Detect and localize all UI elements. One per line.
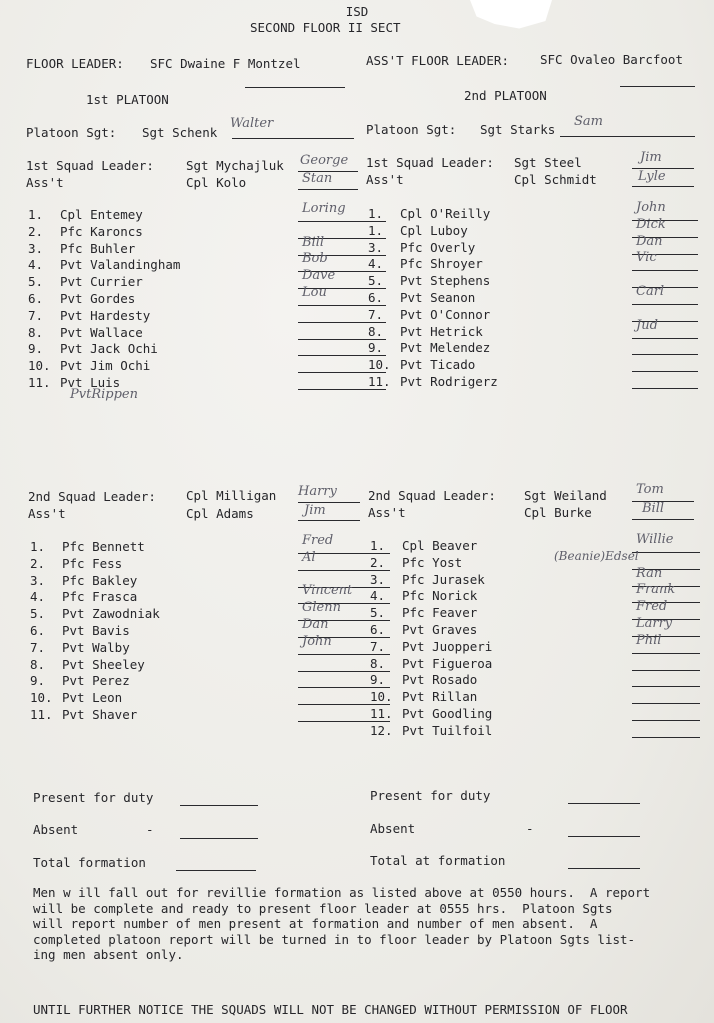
p1-s1-leader: Sgt Mychajluk <box>186 158 284 173</box>
asst-floor-leader-label: ASS'T FLOOR LEADER: <box>366 53 509 68</box>
p2-s2-asst-line <box>632 519 694 520</box>
roster-number: 10. <box>28 358 51 374</box>
roster-blank-line <box>632 552 700 553</box>
floor-leader-line <box>245 87 345 88</box>
roster-blank-line <box>632 371 698 372</box>
roster-name: Pvt Rodrigerz <box>400 373 498 389</box>
roster-number: 8. <box>368 323 384 339</box>
instructions-paragraph: Men w ill fall out for revillie formation as listed above at 0550 hours. A report will be complete and ready to present floor leader at 0555 hrs. Platoon Sgts will report number of men present at formation and number of men absent. A completed platoon report will be turned in to floor leader by Platoon Sgts list- ing men absent only. <box>33 885 651 963</box>
p1-absent-line <box>180 838 258 839</box>
p2-total-label: Total at formation <box>370 853 506 868</box>
roster-name: Pvt Shaver <box>62 706 138 722</box>
platoon2-sgt-label: Platoon Sgt: <box>366 122 457 137</box>
roster-number: 3. <box>368 239 384 255</box>
roster-handwriting: (Beanie)Edsel <box>554 548 639 563</box>
roster-blank-line <box>632 703 700 704</box>
roster-number: 1. <box>28 207 44 222</box>
roster-handwriting: Vincent <box>302 583 353 599</box>
roster-number: 10. <box>370 689 393 705</box>
roster-name: Pfc Yost <box>402 554 463 570</box>
roster-handwriting: Al <box>302 549 316 565</box>
roster-number: 5. <box>30 606 46 622</box>
roster-name: Pfc Fess <box>62 555 123 571</box>
roster-handwriting: Carl <box>636 283 665 299</box>
p1-s1-leader-label: 1st Squad Leader: <box>26 158 154 173</box>
p1-s1-asst-line <box>298 189 358 190</box>
p1-s1-asst-label: Ass't <box>26 175 64 190</box>
roster-number: 2. <box>28 223 44 239</box>
platoon2-sgt: Sgt Starks <box>480 122 556 137</box>
header-line-2: SECOND FLOOR II SECT <box>250 20 401 35</box>
p2-absent-label: Absent <box>370 821 416 836</box>
roster-number: 1. <box>368 222 384 238</box>
p2-s2-asst-label: Ass't <box>368 505 406 520</box>
roster-handwriting: Frank <box>636 582 676 598</box>
p2-s1-leader-handwriting: Jim <box>640 150 662 165</box>
roster-name: Pvt Stephens <box>400 273 491 289</box>
roster-handwriting: Willie <box>636 532 674 547</box>
roster-name: Pvt Leon <box>62 690 123 706</box>
roster-number: 8. <box>370 655 386 671</box>
asst-floor-leader-name: SFC Ovaleo Barcfoot <box>540 52 683 67</box>
roster-name: Pvt Juopperi <box>402 638 493 654</box>
p2-s1-asst-handwriting: Lyle <box>638 169 666 184</box>
roster-name: Pvt Sheeley <box>62 656 145 672</box>
p1-absent-dash: - <box>146 822 154 837</box>
roster-name: Pvt Seanon <box>400 289 476 305</box>
roster-handwriting: Dan <box>302 616 329 632</box>
p2-s1-leader-label: 1st Squad Leader: <box>366 155 494 170</box>
p2-s2-asst: Cpl Burke <box>524 505 592 520</box>
roster-name: Pfc Bennett <box>62 539 145 554</box>
roster-number: 6. <box>370 621 386 637</box>
p1-s1-note-handwriting: PvtRippen <box>70 387 138 402</box>
p2-s2-leader-handwriting: Tom <box>636 482 664 497</box>
roster-number: 9. <box>30 673 46 689</box>
roster-number: 7. <box>368 306 384 322</box>
p1-total-label: Total formation <box>33 855 146 870</box>
roster-number: 11. <box>370 705 393 721</box>
roster-number: 6. <box>368 289 384 305</box>
roster-name: Pvt Gordes <box>60 290 136 306</box>
platoon2-title: 2nd PLATOON <box>464 88 547 103</box>
roster-number: 11. <box>30 706 53 722</box>
roster-handwriting: Dave <box>302 268 336 284</box>
roster-handwriting: Loring <box>302 201 346 216</box>
p1-s2-asst-line <box>298 520 360 521</box>
roster-number: 7. <box>28 307 44 323</box>
roster-number: 11. <box>28 374 51 390</box>
roster-name: Pfc Buhler <box>60 240 136 256</box>
roster-name: Pvt Zawodniak <box>62 606 160 622</box>
footer-notice: UNTIL FURTHER NOTICE THE SQUADS WILL NOT BE CHANGED WITHOUT PERMISSION OF FLOOR <box>33 1002 628 1017</box>
p2-absent-line <box>568 836 640 837</box>
roster-name: Pvt Valandingham <box>60 257 181 273</box>
roster-handwriting: Glenn <box>302 600 341 616</box>
roster-number: 5. <box>370 605 386 621</box>
roster-name: Pvt Perez <box>62 673 130 689</box>
roster-number: 3. <box>30 572 46 588</box>
roster-handwriting: Dick <box>636 216 666 232</box>
roster-handwriting: Bob <box>302 251 328 267</box>
p1-s2-asst: Cpl Adams <box>186 506 254 521</box>
roster-number: 4. <box>368 256 384 272</box>
roster-number: 3. <box>28 240 44 256</box>
roster-handwriting: John <box>636 200 666 215</box>
roster-name: Pvt Ticado <box>400 357 476 373</box>
roster-name: Cpl O'Reilly <box>400 206 491 221</box>
roster-name: Pvt Tuilfoil <box>402 722 493 738</box>
floor-leader-name: SFC Dwaine F Montzel <box>150 56 301 71</box>
roster-handwriting: Fred <box>636 599 668 615</box>
roster-number: 6. <box>28 290 44 306</box>
roster-number: 5. <box>28 274 44 290</box>
p2-s2-leader: Sgt Weiland <box>524 488 607 503</box>
roster-name: Pfc Overly <box>400 239 476 255</box>
roster-handwriting: John <box>302 633 332 649</box>
roster-number: 1. <box>368 206 384 221</box>
p1-s2-asst-label: Ass't <box>28 506 66 521</box>
roster-name: Cpl Beaver <box>402 538 478 553</box>
roster-name: Cpl Luboy <box>400 222 468 238</box>
roster-number: 11. <box>368 373 391 389</box>
roster-number: 7. <box>370 638 386 654</box>
roster-name: Pvt Rosado <box>402 672 478 688</box>
p2-s1-asst-line <box>632 186 694 187</box>
roster-handwriting: Larry <box>636 615 673 631</box>
p1-s1-asst-handwriting: Stan <box>302 171 333 186</box>
platoon1-sgt: Sgt Schenk <box>142 125 218 140</box>
p1-s2-leader-handwriting: Harry <box>298 484 337 499</box>
roster-blank-line <box>632 670 700 671</box>
p1-s2-leader-label: 2nd Squad Leader: <box>28 489 156 504</box>
roster-handwriting: Bill <box>302 234 325 250</box>
roster-blank-line <box>632 720 700 721</box>
p2-s1-leader: Sgt Steel <box>514 155 582 170</box>
roster-blank-line <box>632 354 698 355</box>
p1-s2-asst-handwriting: Jim <box>304 503 326 518</box>
roster-number: 1. <box>370 538 386 553</box>
roster-handwriting: Jud <box>636 317 658 333</box>
p2-present-line <box>568 803 640 804</box>
roster-number: 3. <box>370 571 386 587</box>
roster-name: Pvt Currier <box>60 274 143 290</box>
p2-total-line <box>568 868 640 869</box>
p2-s1-asst: Cpl Schmidt <box>514 172 597 187</box>
roster-number: 8. <box>28 324 44 340</box>
roster-number: 8. <box>30 656 46 672</box>
platoon1-sgt-line <box>232 138 354 139</box>
roster-number: 9. <box>368 340 384 356</box>
roster-name: Pfc Shroyer <box>400 256 483 272</box>
roster-blank-line <box>632 338 698 339</box>
roster-name: Pvt Hetrick <box>400 323 483 339</box>
roster-name: Pvt Jim Ochi <box>60 358 151 374</box>
p2-s1-asst-label: Ass't <box>366 172 404 187</box>
roster-name: Pfc Norick <box>402 588 478 604</box>
roster-name: Pvt Luis <box>60 374 121 390</box>
p1-total-line <box>176 870 256 871</box>
roster-number: 2. <box>30 555 46 571</box>
roster-handwriting: Ran <box>636 565 663 581</box>
roster-handwriting: Lou <box>302 284 327 300</box>
roster-name: Pvt Hardesty <box>60 307 151 323</box>
p1-s1-leader-handwriting: George <box>300 153 349 168</box>
header-line-1: ISD <box>345 4 369 19</box>
roster-number: 9. <box>370 672 386 688</box>
platoon2-sgt-line <box>560 136 695 137</box>
roster-name: Pfc Frasca <box>62 589 138 605</box>
p2-present-label: Present for duty <box>370 788 491 803</box>
roster-number: 7. <box>30 639 46 655</box>
platoon1-sgt-handwriting: Walter <box>230 116 274 131</box>
p1-present-label: Present for duty <box>33 790 154 805</box>
roster-name: Pvt Walby <box>62 639 130 655</box>
p2-s2-asst-handwriting: Bill <box>642 501 665 516</box>
roster-number: 12. <box>370 722 393 738</box>
roster-name: Pfc Karoncs <box>60 223 143 239</box>
roster-number: 5. <box>368 273 384 289</box>
platoon2-sgt-handwriting: Sam <box>574 114 603 129</box>
roster-name: Pvt Jack Ochi <box>60 341 158 357</box>
roster-name: Pvt Bavis <box>62 622 130 638</box>
roster-number: 6. <box>30 622 46 638</box>
platoon1-title: 1st PLATOON <box>86 92 169 107</box>
roster-name: Pvt Melendez <box>400 340 491 356</box>
roster-number: 4. <box>30 589 46 605</box>
roster-number: 4. <box>28 257 44 273</box>
roster-number: 10. <box>368 357 391 373</box>
roster-name: Pvt Figueroa <box>402 655 493 671</box>
roster-name: Pfc Bakley <box>62 572 138 588</box>
roster-blank-line <box>632 653 700 654</box>
roster-blank-line <box>632 686 700 687</box>
roster-number: 4. <box>370 588 386 604</box>
roster-number: 9. <box>28 341 44 357</box>
p1-s2-leader: Cpl Milligan <box>186 488 277 503</box>
roster-name: Pvt Wallace <box>60 324 143 340</box>
roster-handwriting: Dan <box>636 233 663 249</box>
roster-name: Pvt Goodling <box>402 705 493 721</box>
p1-present-line <box>180 805 258 806</box>
roster-number: 10. <box>30 690 53 706</box>
roster-name: Cpl Entemey <box>60 207 143 222</box>
p2-s2-leader-label: 2nd Squad Leader: <box>368 488 496 503</box>
roster-blank-line <box>632 737 700 738</box>
roster-name: Pvt Graves <box>402 621 478 637</box>
roster-blank-line <box>632 304 698 305</box>
roster-name: Pvt Rillan <box>402 689 478 705</box>
asst-floor-leader-line <box>620 86 695 87</box>
platoon1-sgt-label: Platoon Sgt: <box>26 125 117 140</box>
p1-absent-label: Absent <box>33 822 79 837</box>
roster-name: Pfc Feaver <box>402 605 478 621</box>
roster-number: 2. <box>370 554 386 570</box>
p1-s1-asst: Cpl Kolo <box>186 175 247 190</box>
roster-handwriting: Fred <box>302 533 334 548</box>
roster-number: 1. <box>30 539 46 554</box>
floor-leader-label: FLOOR LEADER: <box>26 56 124 71</box>
p2-absent-dash: - <box>526 821 534 836</box>
roster-blank-line <box>632 270 698 271</box>
roster-name: Pvt O'Connor <box>400 306 491 322</box>
roster-blank-line <box>632 388 698 389</box>
roster-name: Pfc Jurasek <box>402 571 485 587</box>
roster-handwriting: Vic <box>636 250 657 266</box>
roster-blank-line <box>298 389 386 390</box>
roster-handwriting: Phil <box>636 632 662 648</box>
